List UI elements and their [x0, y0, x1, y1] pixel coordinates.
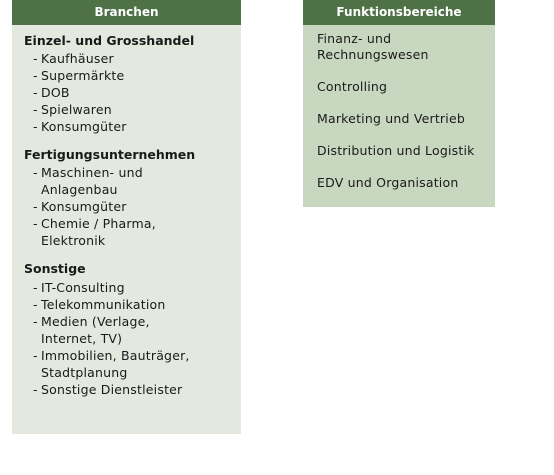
group-title: Sonstige: [24, 261, 86, 276]
list-item: - Sonstige Dienstleister: [33, 382, 183, 397]
funktionsbereiche-header: Funktionsbereiche: [303, 0, 495, 25]
list-item: - Telekommunikation: [33, 297, 166, 312]
list-item: - Supermärkte: [33, 68, 125, 83]
branchen-panel: [12, 0, 241, 434]
group-einzel-grosshandel: [24, 32, 241, 135]
list-item: - Chemie / Pharma, Elektronik: [33, 216, 156, 248]
group-fertigungsunternehmen: [24, 146, 241, 249]
list-item: Distribution und Logistik: [317, 143, 475, 158]
list-item: - Konsumgüter: [33, 199, 127, 214]
list-item: - Maschinen- und Anlagenbau: [33, 165, 143, 197]
group-title: Fertigungsunternehmen: [24, 147, 196, 162]
branchen-header: Branchen: [12, 0, 241, 25]
group-list: [24, 50, 241, 135]
list-item: - IT-Consulting: [33, 280, 125, 295]
group-title: Einzel- und Grosshandel: [24, 33, 195, 48]
funktionsbereiche-body: [303, 25, 495, 207]
list-item: - Spielwaren: [33, 102, 112, 117]
branchen-body: [12, 25, 241, 434]
funktionsbereiche-panel: [303, 0, 495, 207]
funktionsbereiche-list: [317, 31, 495, 191]
list-item: - Immobilien, Bauträger, Stadtplanung: [33, 348, 190, 380]
list-item: - Kaufhäuser: [33, 51, 114, 66]
list-item: Controlling: [317, 79, 388, 94]
group-list: [24, 164, 241, 249]
list-item: - Medien (Verlage, Internet, TV): [33, 314, 150, 346]
list-item: EDV und Organisation: [317, 175, 459, 190]
list-item: - Konsumgüter: [33, 119, 127, 134]
group-sonstige: [24, 260, 241, 398]
list-item: - DOB: [33, 85, 70, 100]
list-item: Finanz- und Rechnungswesen: [317, 31, 429, 62]
group-list: [24, 279, 241, 398]
list-item: Marketing und Vertrieb: [317, 111, 465, 126]
